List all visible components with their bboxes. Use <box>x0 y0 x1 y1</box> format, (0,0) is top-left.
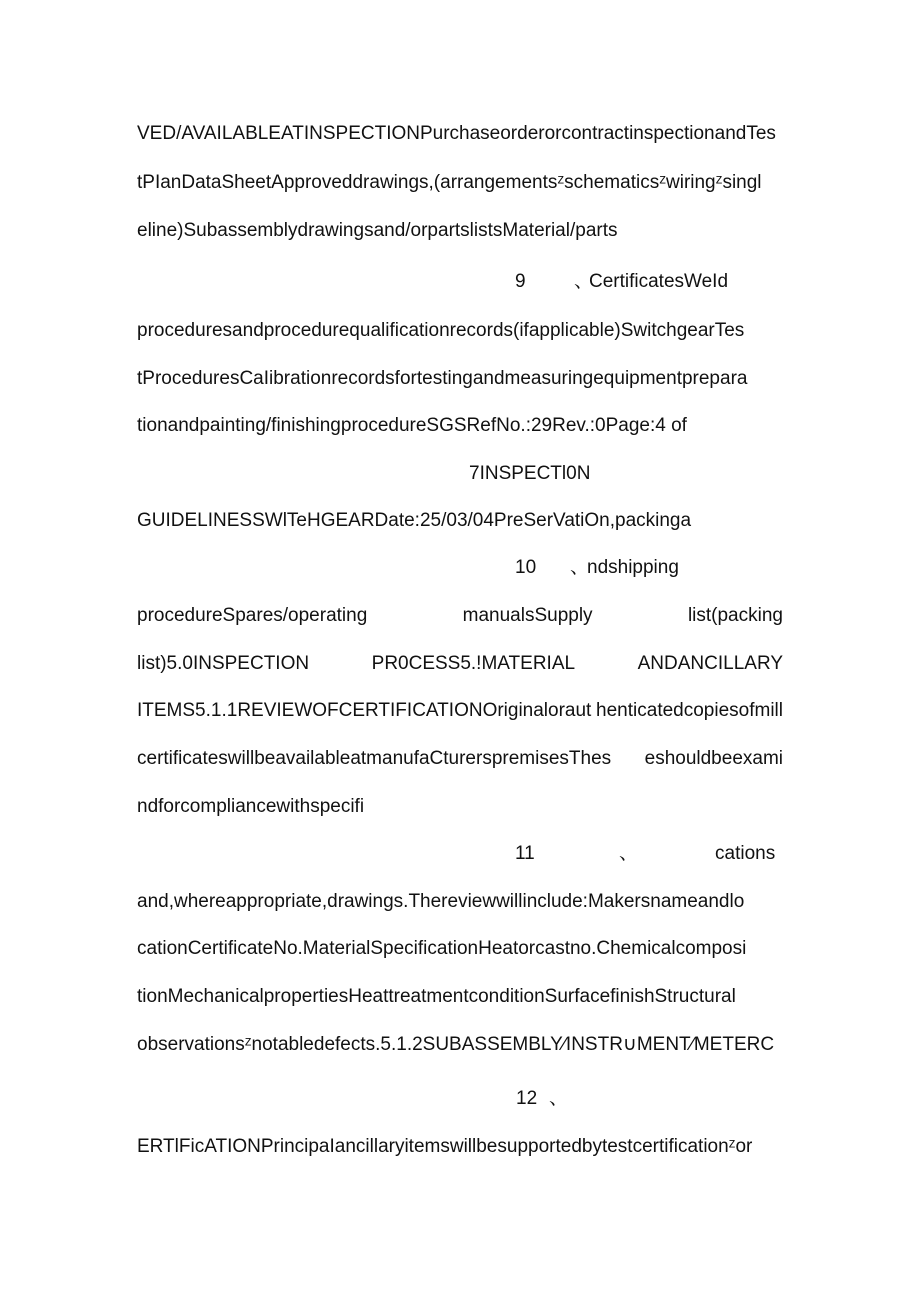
body-line: observationsᶻnotabledefects.5.1.2SUBASSEMBLY∕INSTR∪MENT∕METERC <box>137 1034 775 1055</box>
list-item-text: ndshipping <box>587 557 679 578</box>
word-group: procedureSpares/operating <box>137 605 368 626</box>
body-line: eline)Subassemblydrawingsand/orpartslistsMaterial/parts <box>137 220 618 241</box>
body-line: ndforcompliancewithspecifi <box>137 796 365 817</box>
body-line: VED/AVAILABLEATINSPECTIONPurchaseorderorcontractinspectionandTes <box>137 123 776 144</box>
word-group: ANDANCILLARY <box>637 653 783 674</box>
body-line: tProceduresCaIibrationrecordsfortestingandmeasuringequipmentprepara <box>137 368 748 389</box>
word-group: eshouldbeexami <box>644 748 783 769</box>
list-number: 12 <box>516 1088 538 1109</box>
list-mark: 、 <box>619 843 639 864</box>
justified-line <box>137 747 783 771</box>
list-mark: 、 <box>574 271 594 292</box>
body-line: cationCertificateNo.MaterialSpecificationHeatorcastno.Chemicalcomposi <box>137 938 747 959</box>
body-line: and,whereappropriate,drawings.Thereviewwillinclude:Makersnameandlo <box>137 891 745 912</box>
justified-line <box>137 652 783 676</box>
body-line: proceduresandprocedurequalificationrecords(ifapplicable)SwitchgearTes <box>137 320 745 341</box>
word-group: list(packing <box>687 605 783 626</box>
word-group: manualsSupply <box>462 605 593 626</box>
section-heading: 7INSPECTl0N <box>469 463 591 484</box>
word-group: list)5.0INSPECTION <box>137 653 310 674</box>
body-line: GUIDELINESSWlTeHGEARDate:25/03/04PreSerVatiOn,packinga <box>137 510 692 531</box>
word-group: henticatedcopiesofmill <box>596 700 783 721</box>
list-item-text: CertificatesWeId <box>589 271 729 292</box>
justified-line <box>137 604 783 628</box>
word-group: certificateswillbeavailableatmanufaCturerspremisesThes <box>137 748 612 769</box>
list-mark: 、 <box>570 557 590 578</box>
body-line: tPIanDataSheetApproveddrawings,(arrangementsᶻschematicsᶻwiringᶻsingl <box>137 172 762 193</box>
list-number: 9 <box>515 271 526 292</box>
list-number: 11 <box>515 843 535 864</box>
justified-line <box>137 699 783 723</box>
word-group: PR0CESS5.!MATERIAL <box>371 653 576 674</box>
body-line: tionMechanicalpropertiesHeattreatmentconditionSurfacefinishStructural <box>137 986 736 1007</box>
list-number: 10 <box>515 557 537 578</box>
body-line: tionandpainting/finishingprocedureSGSRefNo.:29Rev.:0Page:4 of <box>137 415 687 436</box>
list-mark: 、 <box>549 1088 569 1109</box>
word-group: ITEMS5.1.1REVIEWOFCERTIFICATIONOriginaloraut <box>137 700 592 721</box>
list-item-text: cations <box>715 843 776 864</box>
body-line: ERTlFicATIONPrincipaIancillaryitemswillbesupportedbytestcertificationᶻor <box>137 1136 753 1157</box>
